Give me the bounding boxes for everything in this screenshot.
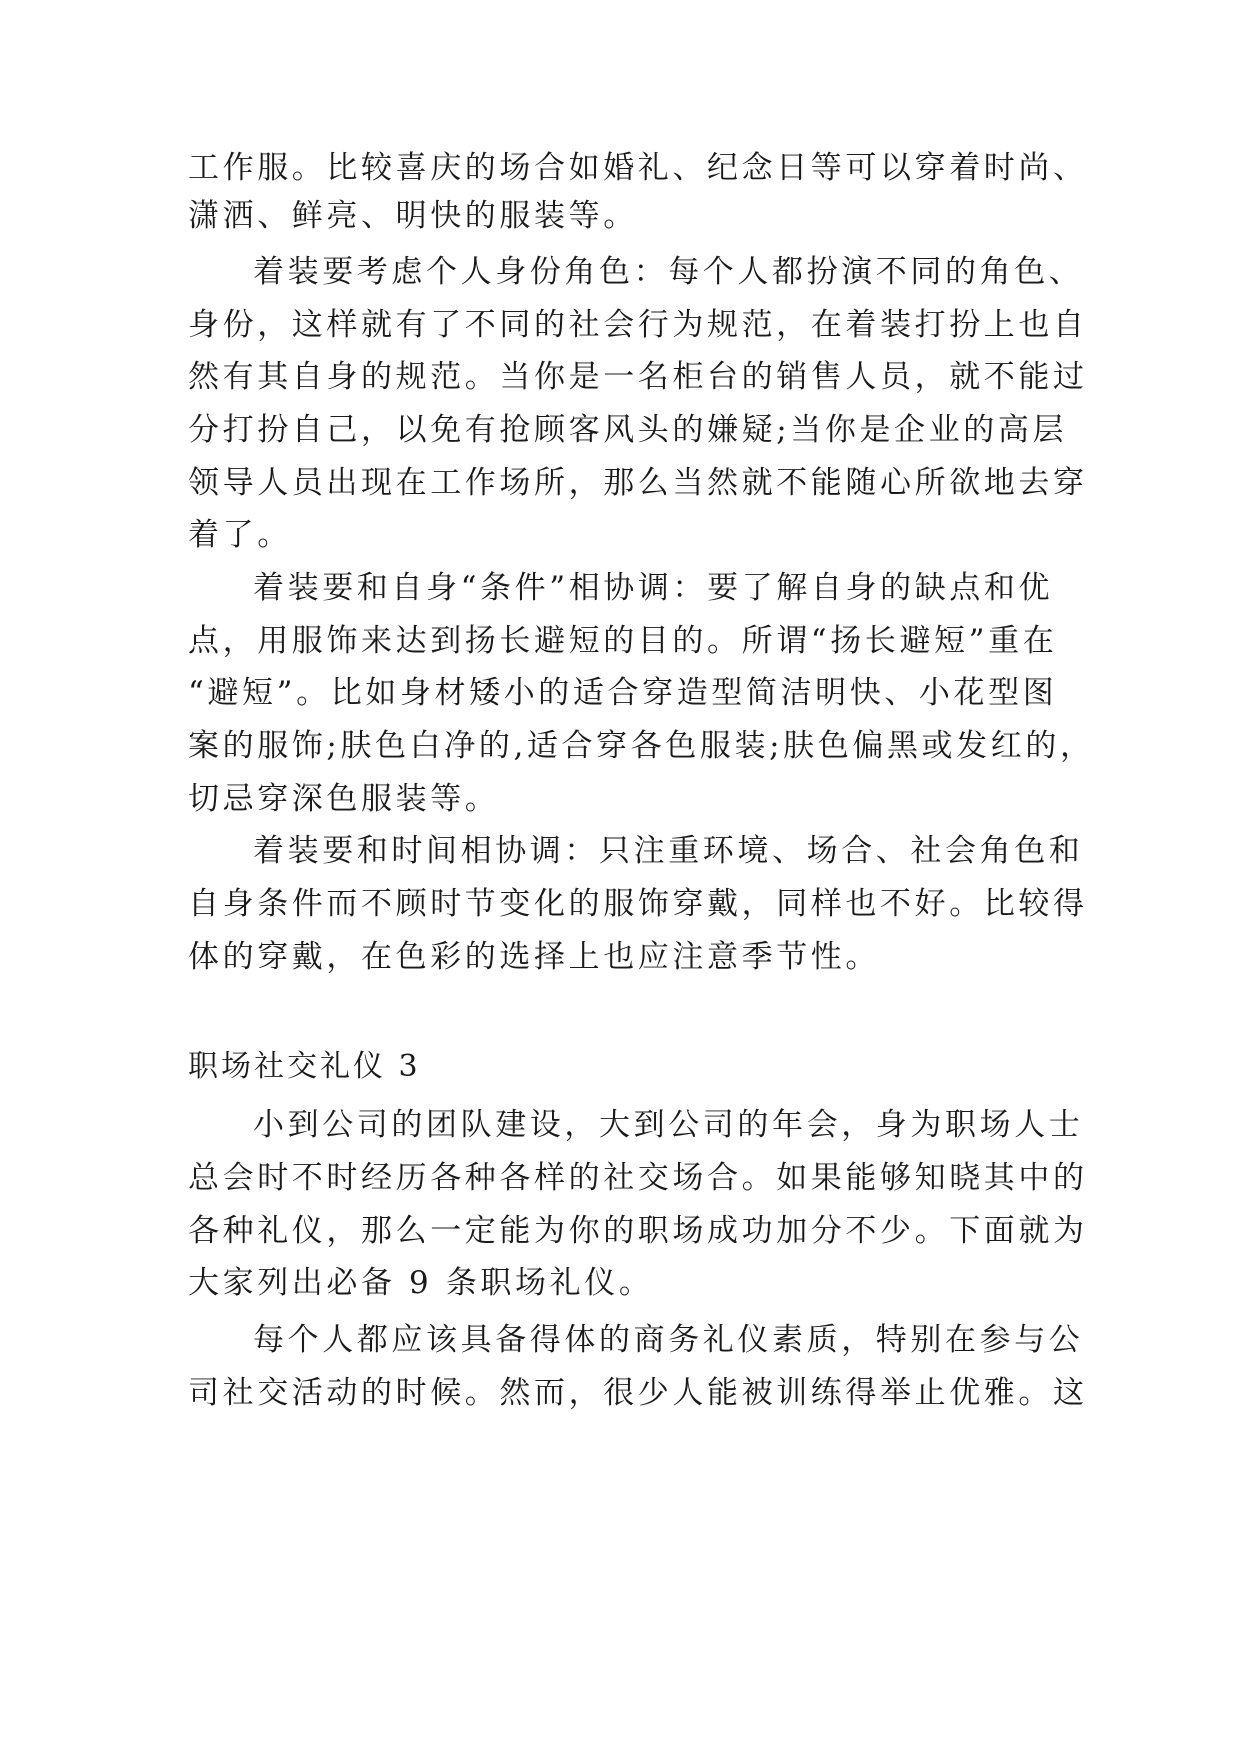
paragraph-line: 着装要考虑个人身份角色：每个人都扮演不同的角色、	[253, 254, 1084, 290]
paragraph-line: 小到公司的团队建设，大到公司的年会，身为职场人士	[253, 1107, 1084, 1143]
paragraph-line: 点，用服饰来达到扬长避短的目的。所谓“扬长避短”重在	[188, 623, 1058, 659]
paragraph-line: 潇洒、鲜亮、明快的服装等。	[188, 198, 638, 234]
paragraph-line: 案的服饰;肤色白净的,适合穿各色服装;肤色偏黑或发红的，	[188, 728, 1095, 764]
paragraph-line: 自身条件而不顾时节变化的服饰穿戴，同样也不好。比较得	[188, 886, 1088, 922]
paragraph-line: 工作服。比较喜庆的场合如婚礼、纪念日等可以穿着时尚、	[188, 150, 1088, 186]
paragraph-line: 然有其自身的规范。当你是一名柜台的销售人员，就不能过	[188, 359, 1088, 395]
paragraph-line: 每个人都应该具备得体的商务礼仪素质，特别在参与公	[253, 1322, 1084, 1358]
paragraph-line: 司社交活动的时候。然而，很少人能被训练得举止优雅。这	[188, 1375, 1088, 1411]
paragraph-line: 切忌穿深色服装等。	[188, 781, 500, 817]
paragraph-line: 着装要和自身“条件”相协调：要了解自身的缺点和优	[253, 570, 1054, 606]
paragraph-line: 身份，这样就有了不同的社会行为规范，在着装打扮上也自	[188, 307, 1088, 343]
paragraph-line: “避短”。比如身材矮小的适合穿造型简洁明快、小花型图	[188, 675, 1058, 711]
paragraph-line: 各种礼仪，那么一定能为你的职场成功加分不少。下面就为	[188, 1213, 1088, 1249]
paragraph-line: 分打扮自己，以免有抢顾客风头的嫌疑;当你是企业的高层	[188, 412, 1068, 448]
paragraph-line: 大家列出必备 9 条职场礼仪。	[188, 1265, 654, 1301]
paragraph-line: 着装要和时间相协调：只注重环境、场合、社会角色和	[253, 833, 1084, 869]
section-heading: 职场社交礼仪 3	[188, 1049, 421, 1084]
paragraph-line: 体的穿戴，在色彩的选择上也应注意季节性。	[188, 939, 880, 975]
paragraph-line: 着了。	[188, 517, 292, 553]
paragraph-line: 领导人员出现在工作场所，那么当然就不能随心所欲地去穿	[188, 465, 1088, 501]
paragraph-line: 总会时不时经历各种各样的社交场合。如果能够知晓其中的	[188, 1160, 1088, 1196]
